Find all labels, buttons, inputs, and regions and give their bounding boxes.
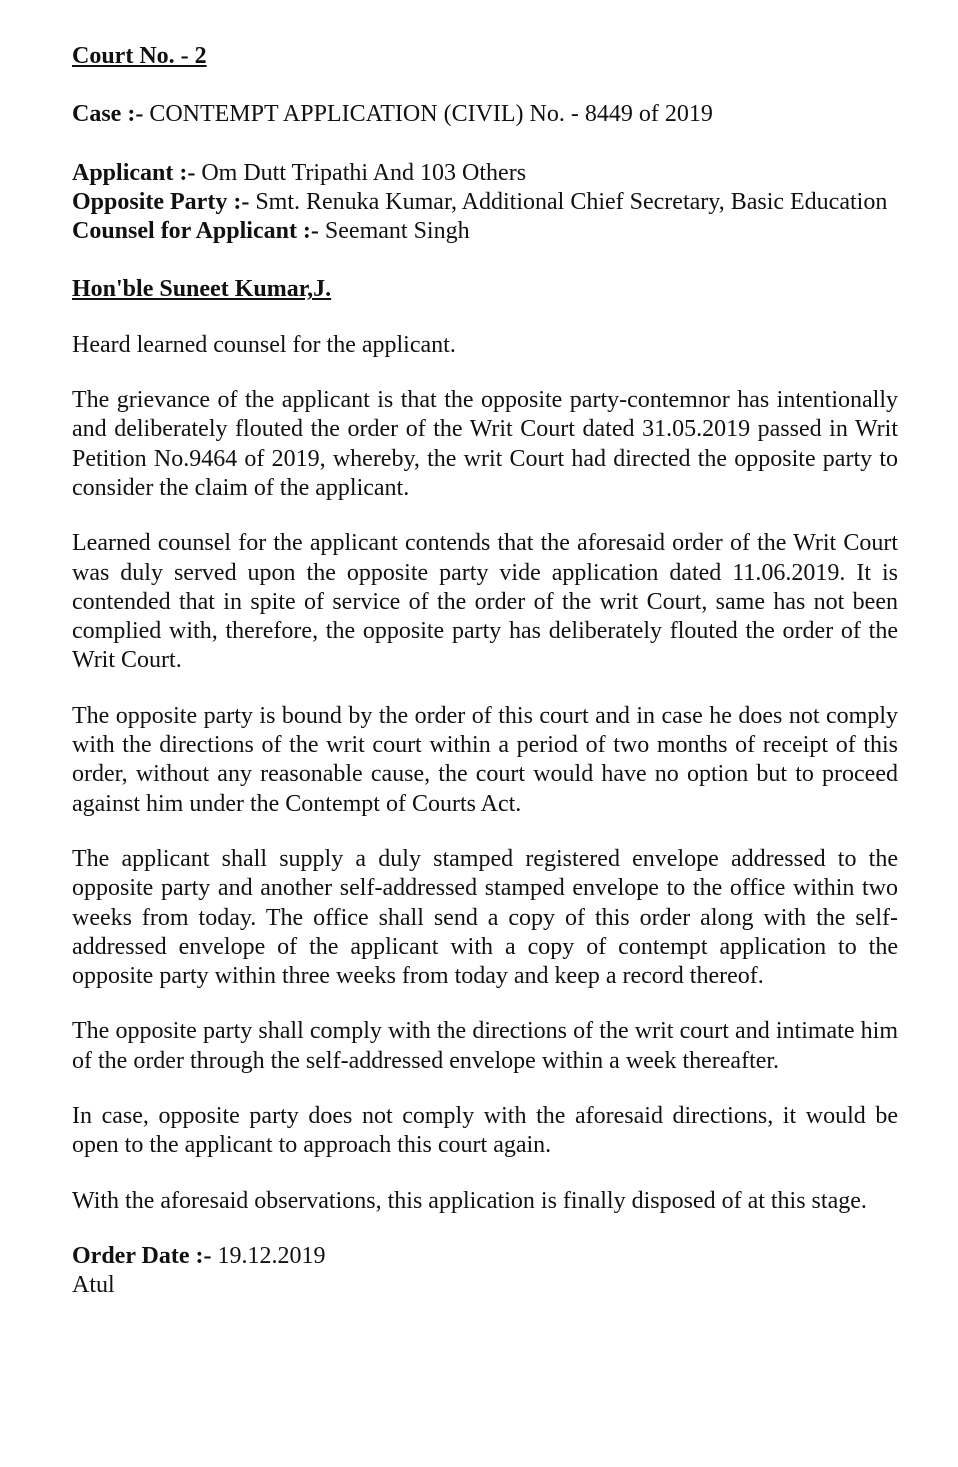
- order-paragraph: The applicant shall supply a duly stamped registered envelope addressed to the opposite party and another self-addressed stamped envelope to the office within two weeks from today. The office shall send a copy of this order along with the self-addressed envelope of the applicant with a copy of contempt application to the opposite party within three weeks from today and keep a record thereof.: [72, 845, 898, 990]
- order-paragraph: Heard learned counsel for the applicant.: [72, 331, 456, 358]
- order-date-label: Order Date :-: [72, 1242, 212, 1269]
- counsel-label: Counsel for Applicant :-: [72, 218, 319, 245]
- counsel-value: Seemant Singh: [324, 218, 470, 245]
- court-number: Court No. - 2: [72, 43, 207, 69]
- signature: Atul: [72, 1272, 115, 1299]
- order-paragraph: The opposite party shall comply with the directions of the writ court and intimate him of the order through the self-addressed envelope within a week thereafter.: [72, 1018, 898, 1074]
- order-paragraph: The opposite party is bound by the order of this court and in case he does not comply with the directions of the writ court within a period of two months of receipt of this order, without any reasonable cause, the court would have no option but to proceed against him under the Contempt of Courts Act.: [72, 702, 898, 817]
- order-paragraph: In case, opposite party does not comply with the aforesaid directions, it would be open to the applicant to approach this court again.: [72, 1103, 898, 1159]
- applicant-value: Om Dutt Tripathi And 103 Others: [201, 159, 527, 186]
- judge-name: Hon'ble Suneet Kumar,J.: [72, 276, 332, 303]
- parties-block: [72, 159, 898, 247]
- case-label: Case :-: [72, 101, 144, 128]
- case-value: CONTEMPT APPLICATION (CIVIL) No. - 8449 of 2019: [149, 101, 713, 128]
- case-line: [72, 100, 898, 129]
- court-order-document: [72, 42, 898, 1301]
- opposite-party-label: Opposite Party :-: [72, 188, 250, 215]
- applicant-label: Applicant :-: [72, 159, 196, 186]
- order-paragraph: With the aforesaid observations, this application is finally disposed of at this stage.: [72, 1187, 867, 1214]
- counsel-line: [72, 217, 898, 246]
- order-paragraph: The grievance of the applicant is that the opposite party-contemnor has intentionally and deliberately flouted the order of the Writ Court dated 31.05.2019 passed in Writ Petition No.9464 of 2019, whereby, the writ Court had directed the opposite party to consider the claim of the applicant.: [72, 387, 898, 501]
- order-date-line: [72, 1242, 898, 1271]
- order-date-value: 19.12.2019: [217, 1242, 326, 1269]
- applicant-line: [72, 159, 898, 188]
- opposite-party-value: Smt. Renuka Kumar, Additional Chief Secretary, Basic Education: [255, 188, 888, 215]
- order-paragraph: Learned counsel for the applicant contends that the aforesaid order of the Writ Court was duly served upon the opposite party vide application dated 11.06.2019. It is contended that in spite of service of the order of the writ Court, same has not been complied with, therefore, the opposite party has deliberately flouted the order of the Writ Court.: [72, 530, 898, 674]
- opposite-party-line: [72, 188, 898, 217]
